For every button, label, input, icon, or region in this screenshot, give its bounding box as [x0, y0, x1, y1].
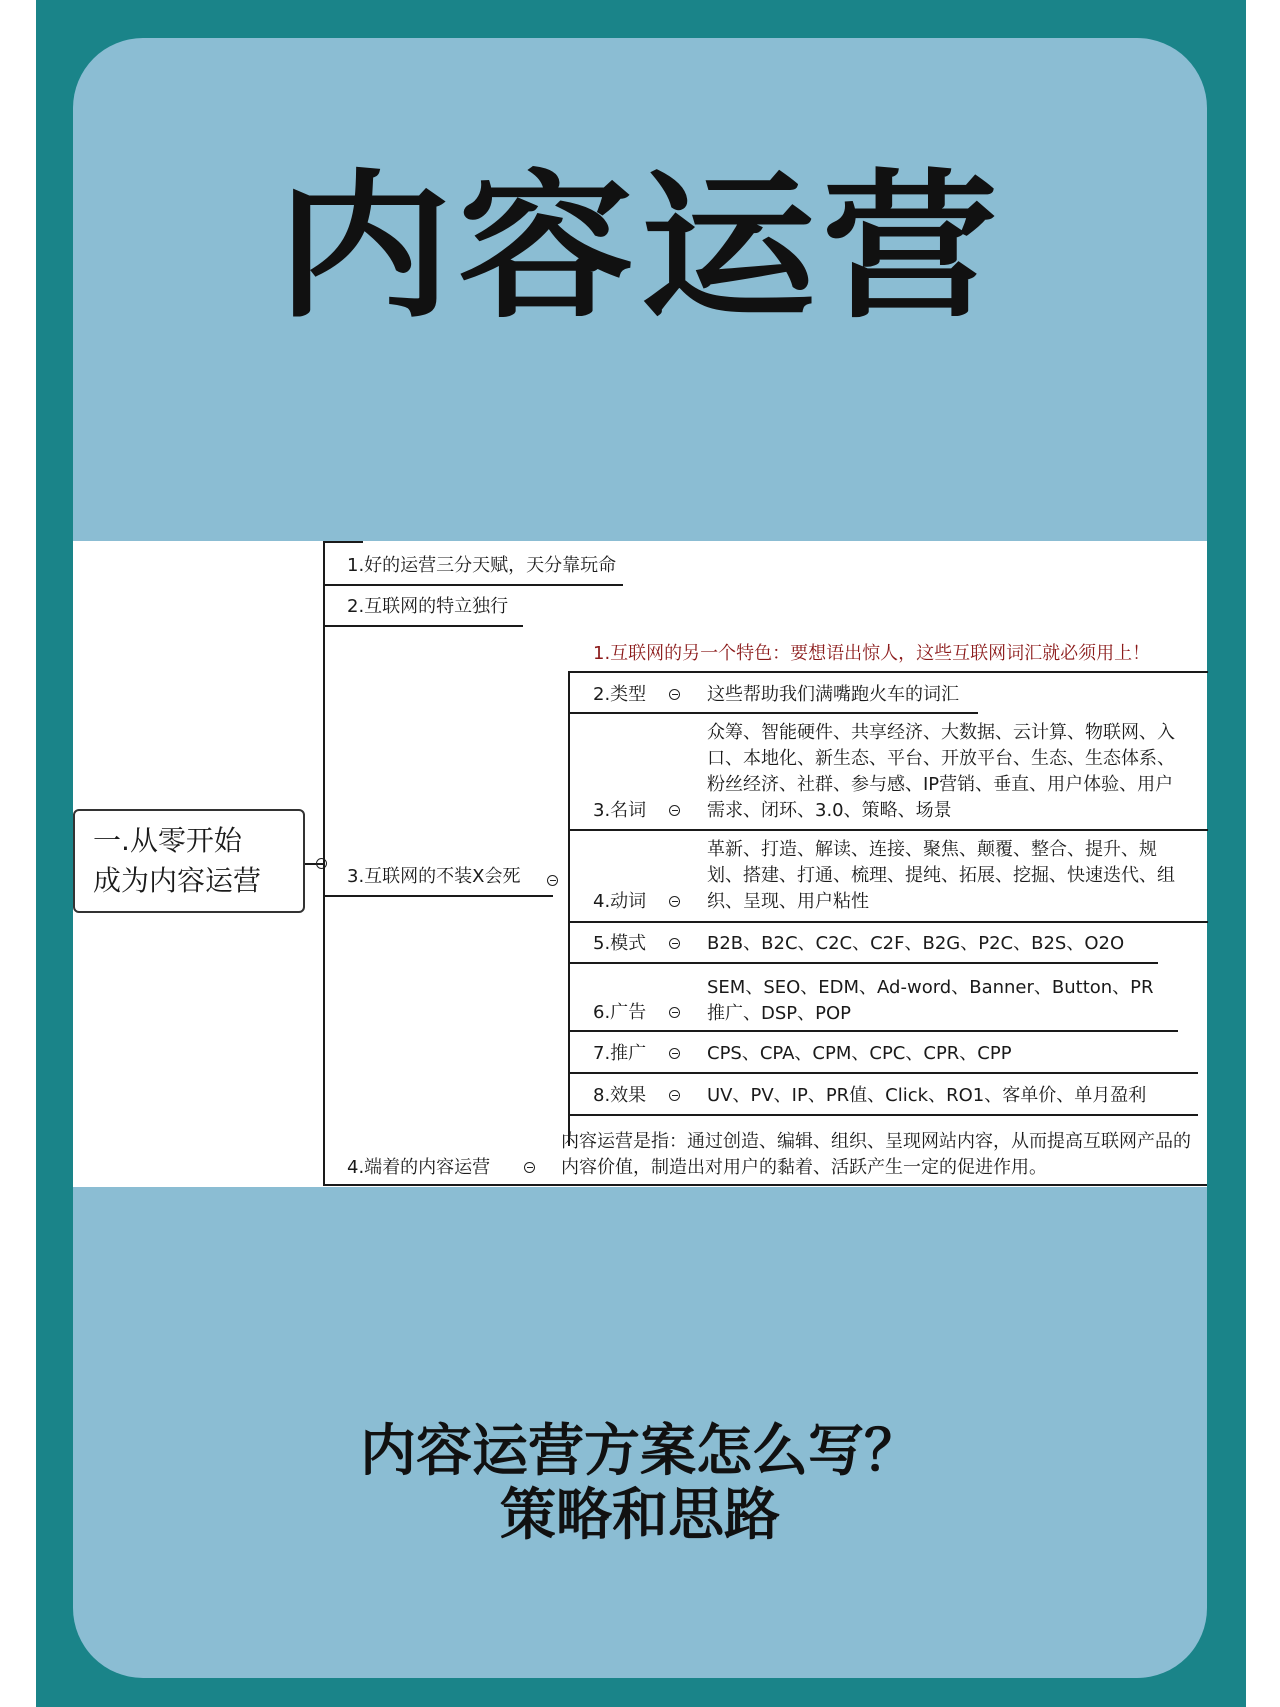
sub-item-2-label: 2.类型: [593, 684, 647, 705]
sub-trunk-line: [568, 671, 570, 1146]
branch-1-top-line: [323, 541, 363, 543]
sub-item-4-label: 4.动词: [593, 891, 647, 912]
sub-item-5-underline: [568, 962, 1158, 964]
collapse-toggle-icon[interactable]: [669, 896, 680, 907]
bottom-title: [0, 1420, 1280, 1548]
collapse-toggle-icon[interactable]: [669, 1048, 680, 1059]
branch-2-label: 2.互联网的特立独行: [347, 596, 509, 617]
sub-item-8-content: UV、PV、IP、PR值、Click、RO1、客单价、单月盈利: [707, 1085, 1147, 1106]
sub-item-4-underline: [568, 921, 1208, 923]
branch-3-underline: [323, 895, 553, 897]
sub-item-3-label: 3.名词: [593, 800, 647, 821]
collapse-toggle-icon[interactable]: [316, 858, 327, 869]
sub-item-3-content: 众筹、智能硬件、共享经济、大数据、云计算、物联网、入口、本地化、新生态、平台、开放平台、生态、生态体系、粉丝经济、社群、参与感、IP营销、垂直、用户体验、用户需求、闭环、3.0、策略、场景: [707, 722, 1175, 821]
mind-map: [73, 541, 1207, 1187]
sub-item-8-underline: [568, 1114, 1198, 1116]
sub-item-2-content: 这些帮助我们满嘴跑火车的词汇: [707, 684, 959, 705]
sub-item-6-underline: [568, 1030, 1178, 1032]
sub-item-7-label: 7.推广: [593, 1043, 647, 1064]
bottom-title-line-1: 内容运营方案怎么写？: [360, 1419, 920, 1484]
collapse-toggle-icon[interactable]: [669, 1090, 680, 1101]
branch-1-underline: [323, 584, 623, 586]
root-node: [73, 809, 305, 913]
branch-4-label: 4.端着的内容运营: [347, 1157, 491, 1178]
bottom-title-line-2: 策略和思路: [500, 1483, 780, 1548]
sub-item-5-label: 5.模式: [593, 933, 647, 954]
branch-4-underline: [323, 1184, 1207, 1186]
trunk-line: [323, 541, 325, 1186]
root-line-2: 成为内容运营: [93, 864, 262, 897]
root-line-1: 一.从零开始: [93, 824, 242, 857]
branch-3-label: 3.互联网的不装X会死: [347, 866, 521, 887]
sub-item-6-content: SEM、SEO、EDM、Ad-word、Banner、Button、PR推广、DSP、POP: [707, 977, 1154, 1024]
sub-item-7-underline: [568, 1072, 1198, 1074]
sub-item-2-topline: [568, 671, 1208, 673]
collapse-toggle-icon[interactable]: [669, 805, 680, 816]
sub-item-2-underline: [568, 712, 978, 714]
collapse-toggle-icon[interactable]: [524, 1162, 535, 1173]
main-title: 内容运营: [275, 155, 1004, 340]
definition-text: 内容运营是指：通过创造、编辑、组织、呈现网站内容，从而提高互联网产品的内容价值，制造出对用户的黏着、活跃产生一定的促进作用。: [561, 1131, 1191, 1178]
sub-item-7-content: CPS、CPA、CPM、CPC、CPR、CPP: [707, 1043, 1012, 1064]
collapse-toggle-icon[interactable]: [669, 689, 680, 700]
sub-item-5-content: B2B、B2C、C2C、C2F、B2G、P2C、B2S、O2O: [707, 933, 1125, 954]
collapse-toggle-icon[interactable]: [547, 875, 558, 886]
collapse-toggle-icon[interactable]: [669, 938, 680, 949]
branch-1-label: 1.好的运营三分天赋，天分靠玩命: [347, 555, 617, 576]
highlight-note: 1.互联网的另一个特色：要想语出惊人，这些互联网词汇就必须用上！: [593, 643, 1151, 664]
sub-item-6-label: 6.广告: [593, 1002, 647, 1023]
sub-item-3-underline: [568, 829, 1208, 831]
branch-2-underline: [323, 625, 523, 627]
sub-item-8-label: 8.效果: [593, 1085, 647, 1106]
sub-item-4-content: 革新、打造、解读、连接、聚焦、颠覆、整合、提升、规划、搭建、打通、梳理、提纯、拓展、挖掘、快速迭代、组织、呈现、用户粘性: [707, 839, 1175, 912]
collapse-toggle-icon[interactable]: [669, 1007, 680, 1018]
